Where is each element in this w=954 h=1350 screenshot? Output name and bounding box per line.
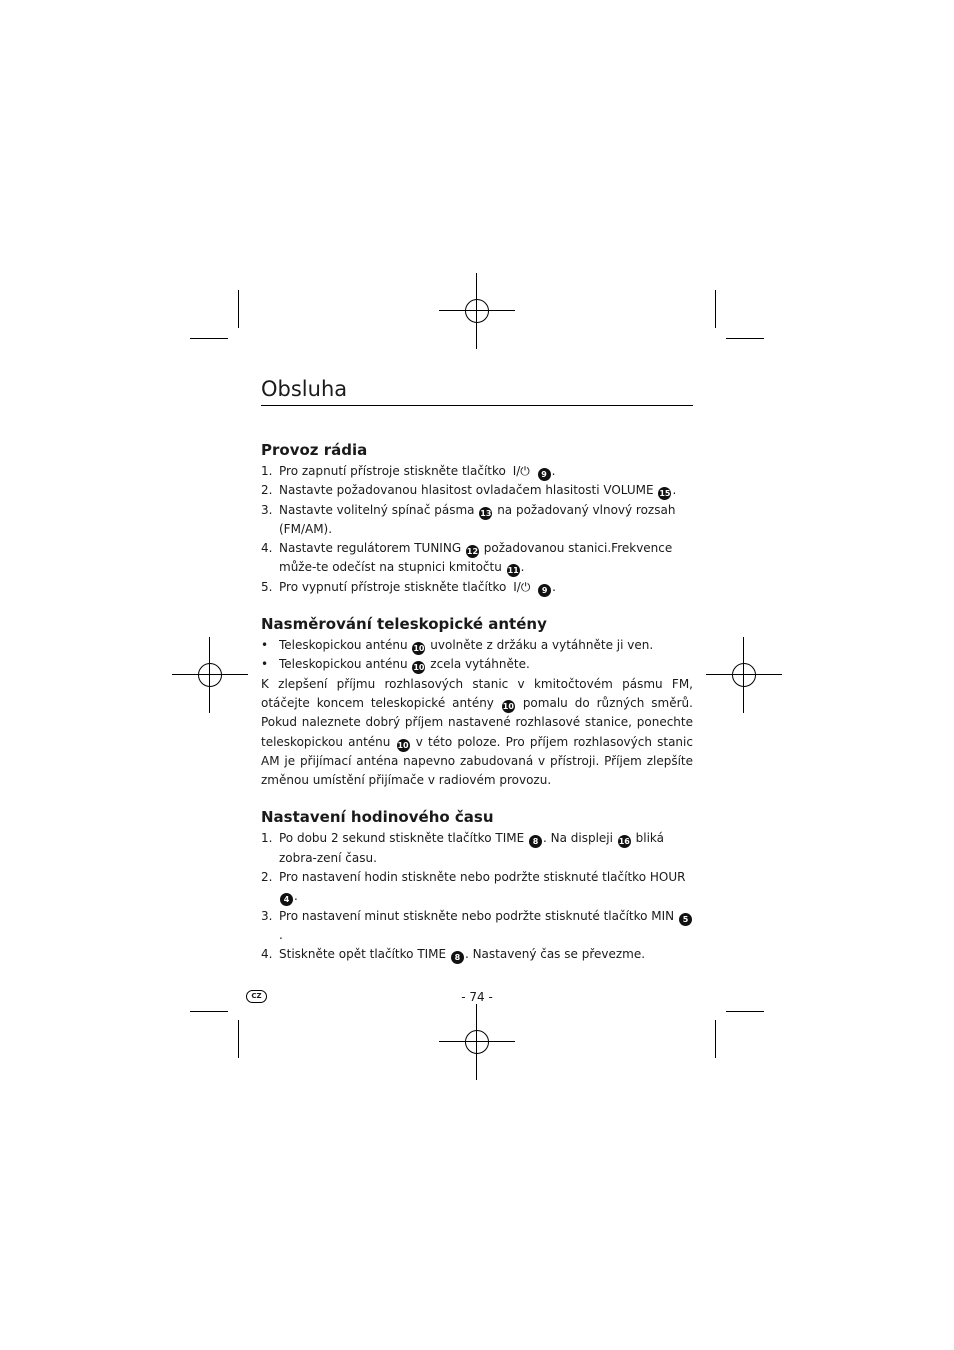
callout-number-icon: 10	[502, 701, 514, 711]
power-icon: I/⏻	[513, 579, 531, 594]
callout-number-icon: 9	[538, 584, 551, 597]
crop-mark	[190, 1011, 228, 1012]
crop-mark	[715, 290, 716, 328]
callout-number-icon: 4	[280, 893, 293, 906]
section-heading-antenna: Nasměrování teleskopické antény	[261, 615, 547, 634]
callout-number-icon: 5	[679, 913, 692, 926]
registration-mark-bottom	[439, 1004, 515, 1080]
crop-mark	[726, 1011, 764, 1012]
callout-number-icon: 10	[413, 663, 425, 673]
callout-number-icon: 11	[507, 566, 519, 576]
page-content	[261, 375, 693, 965]
list-item: 1. Po dobu 2 sekund stiskněte tlačítko TIME 8 . Na displeji 16 bliká zobra-zení času.	[261, 831, 665, 865]
list-item: 2. Pro nastavení hodin stiskněte nebo podržte stisknuté tlačítko HOUR 4 .	[261, 870, 686, 905]
crop-mark	[715, 1020, 716, 1058]
list-item: 2. Nastavte požadovanou hlasitost ovladačem hlasitosti VOLUME 15 .	[261, 483, 677, 499]
callout-number-icon: 10	[413, 644, 425, 654]
callout-number-icon: 8	[529, 835, 542, 848]
callout-number-icon: 10	[397, 740, 409, 750]
list-item: • Teleskopickou anténu 10 zcela vytáhněte.	[261, 655, 693, 674]
language-badge: CZ	[246, 990, 267, 1003]
registration-mark-top	[439, 273, 515, 349]
crop-mark	[238, 290, 239, 328]
bullet-icon: •	[261, 638, 269, 653]
callout-number-icon: 8	[451, 951, 464, 964]
crop-mark	[190, 338, 228, 339]
section-heading-radio: Provoz rádia	[261, 441, 368, 459]
section-heading-clock: Nastavení hodinového času	[261, 808, 494, 827]
radio-steps-list	[261, 462, 693, 597]
list-item: 3. Pro nastavení minut stiskněte nebo podržte stisknuté tlačítko MIN 5.	[261, 907, 693, 946]
list-item: 1. Pro zapnutí přístroje stiskněte tlačítko I/⏻ 9 .	[261, 464, 556, 479]
list-item: 5. Pro vypnutí přístroje stiskněte tlačítko I/⏻ 9 .	[261, 579, 556, 595]
callout-number-icon: 12	[466, 547, 479, 557]
callout-number-icon: 15	[659, 489, 671, 499]
list-item: 3. Nastavte volitelný spínač pásma 13 na požadovaný vlnový rozsah (FM/AM).	[261, 502, 676, 536]
clock-steps-list	[261, 829, 693, 964]
bullet-icon: •	[261, 657, 269, 672]
antenna-bullet-list	[261, 636, 693, 675]
crop-mark	[726, 338, 764, 339]
callout-number-icon: 9	[538, 468, 551, 481]
callout-number-icon: 16	[618, 837, 630, 847]
list-item: • Teleskopickou anténu 10 uvolněte z držáku a vytáhněte ji ven.	[261, 636, 693, 655]
crop-mark	[238, 1020, 239, 1058]
registration-mark-left	[172, 637, 248, 713]
registration-mark-right	[706, 637, 782, 713]
antenna-paragraph: K zlepšení příjmu rozhlasových stanic v kmitočtovém pásmu FM, otáčejte koncem teleskopické antény 10 pomalu do různých směrů. Pokud naleznete dobrý příjem nastavené rozhlasové stanice, ponechte teleskopickou anténu 10 v této poloze. Pro příjem rozhlasových stanic AM je přijímací anténa napevno zabudovaná v přístroji. Příjem zlepšíte změnou umístění přijímače v radiovém provozu.	[261, 676, 693, 788]
page-title: Obsluha	[261, 375, 693, 406]
page-number: - 74 -	[461, 990, 493, 1004]
callout-number-icon: 13	[480, 508, 492, 518]
list-item: 4. Stiskněte opět tlačítko TIME 8 . Nastavený čas se převezme.	[261, 947, 646, 963]
list-item: 4. Nastavte regulátorem TUNING 12 požadovanou stanici.Frekvence může-te odečíst na stupnici kmitočtu 11 .	[261, 541, 673, 576]
power-icon: I/⏻	[512, 464, 530, 478]
